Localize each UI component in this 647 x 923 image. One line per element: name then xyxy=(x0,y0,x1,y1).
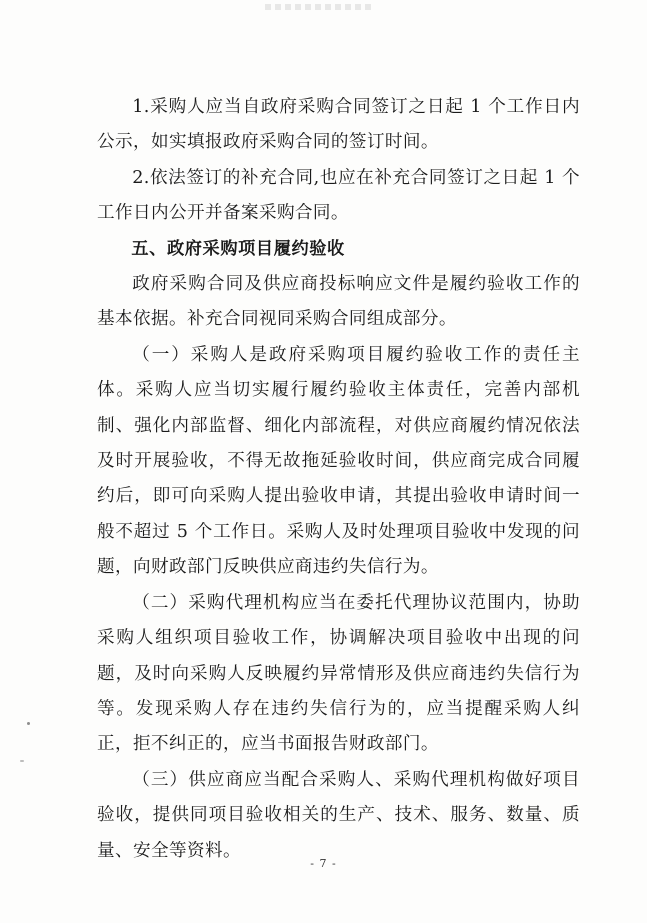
document-body xyxy=(97,90,580,869)
section-heading: 五、政府采购项目履约验收 xyxy=(131,238,345,259)
paragraph-item-1: （一）采购人是政府采购项目履约验收工作的责任主体。采购人应当切实履行履约验收主体责任，完善内部机制、强化内部监督、细化内部流程，对供应商履约情况依法及时开展验收，不得无故拖延验收时间，供应商完成合同履约后，即可向采购人提出验收申请，其提出验收申请时间一般不超过 5 个工作日。采购人及时处理项目验收中发现的问题，向财政部门反映供应商违约失信行为。 xyxy=(97,344,580,578)
paragraph-1: 1.采购人应当自政府采购合同签订之日起 1 个工作日内公示，如实填报政府采购合同的签订时间。 xyxy=(97,97,580,153)
faint-header-mark xyxy=(265,4,375,10)
page-number: - 7 - xyxy=(310,857,337,870)
paragraph-item-3: （三）供应商应当配合采购人、采购代理机构做好项目验收，提供同项目验收相关的生产、技术、服务、数量、质量、安全等资料。 xyxy=(97,769,580,861)
paragraph-2: 2.依法签订的补充合同,也应在补充合同签订之日起 1 个工作日内公开并备案采购合同。 xyxy=(97,167,580,224)
paragraph-item-2: （二）采购代理机构应当在委托代理协议范围内，协助采购人组织项目验收工作，协调解决项目验收中出现的问题，及时向采购人反映履约异常情形及供应商违约失信行为等。发现采购人存在违约失信行为的，应当提醒采购人纠正，拒不纠正的，应当书面报告财政部门。 xyxy=(97,592,580,755)
scan-speck xyxy=(27,722,30,725)
paragraph-basis: 政府采购合同及供应商投标响应文件是履约验收工作的基本依据。补充合同视同采购合同组成部分。 xyxy=(97,274,580,330)
scan-speck xyxy=(20,760,24,762)
